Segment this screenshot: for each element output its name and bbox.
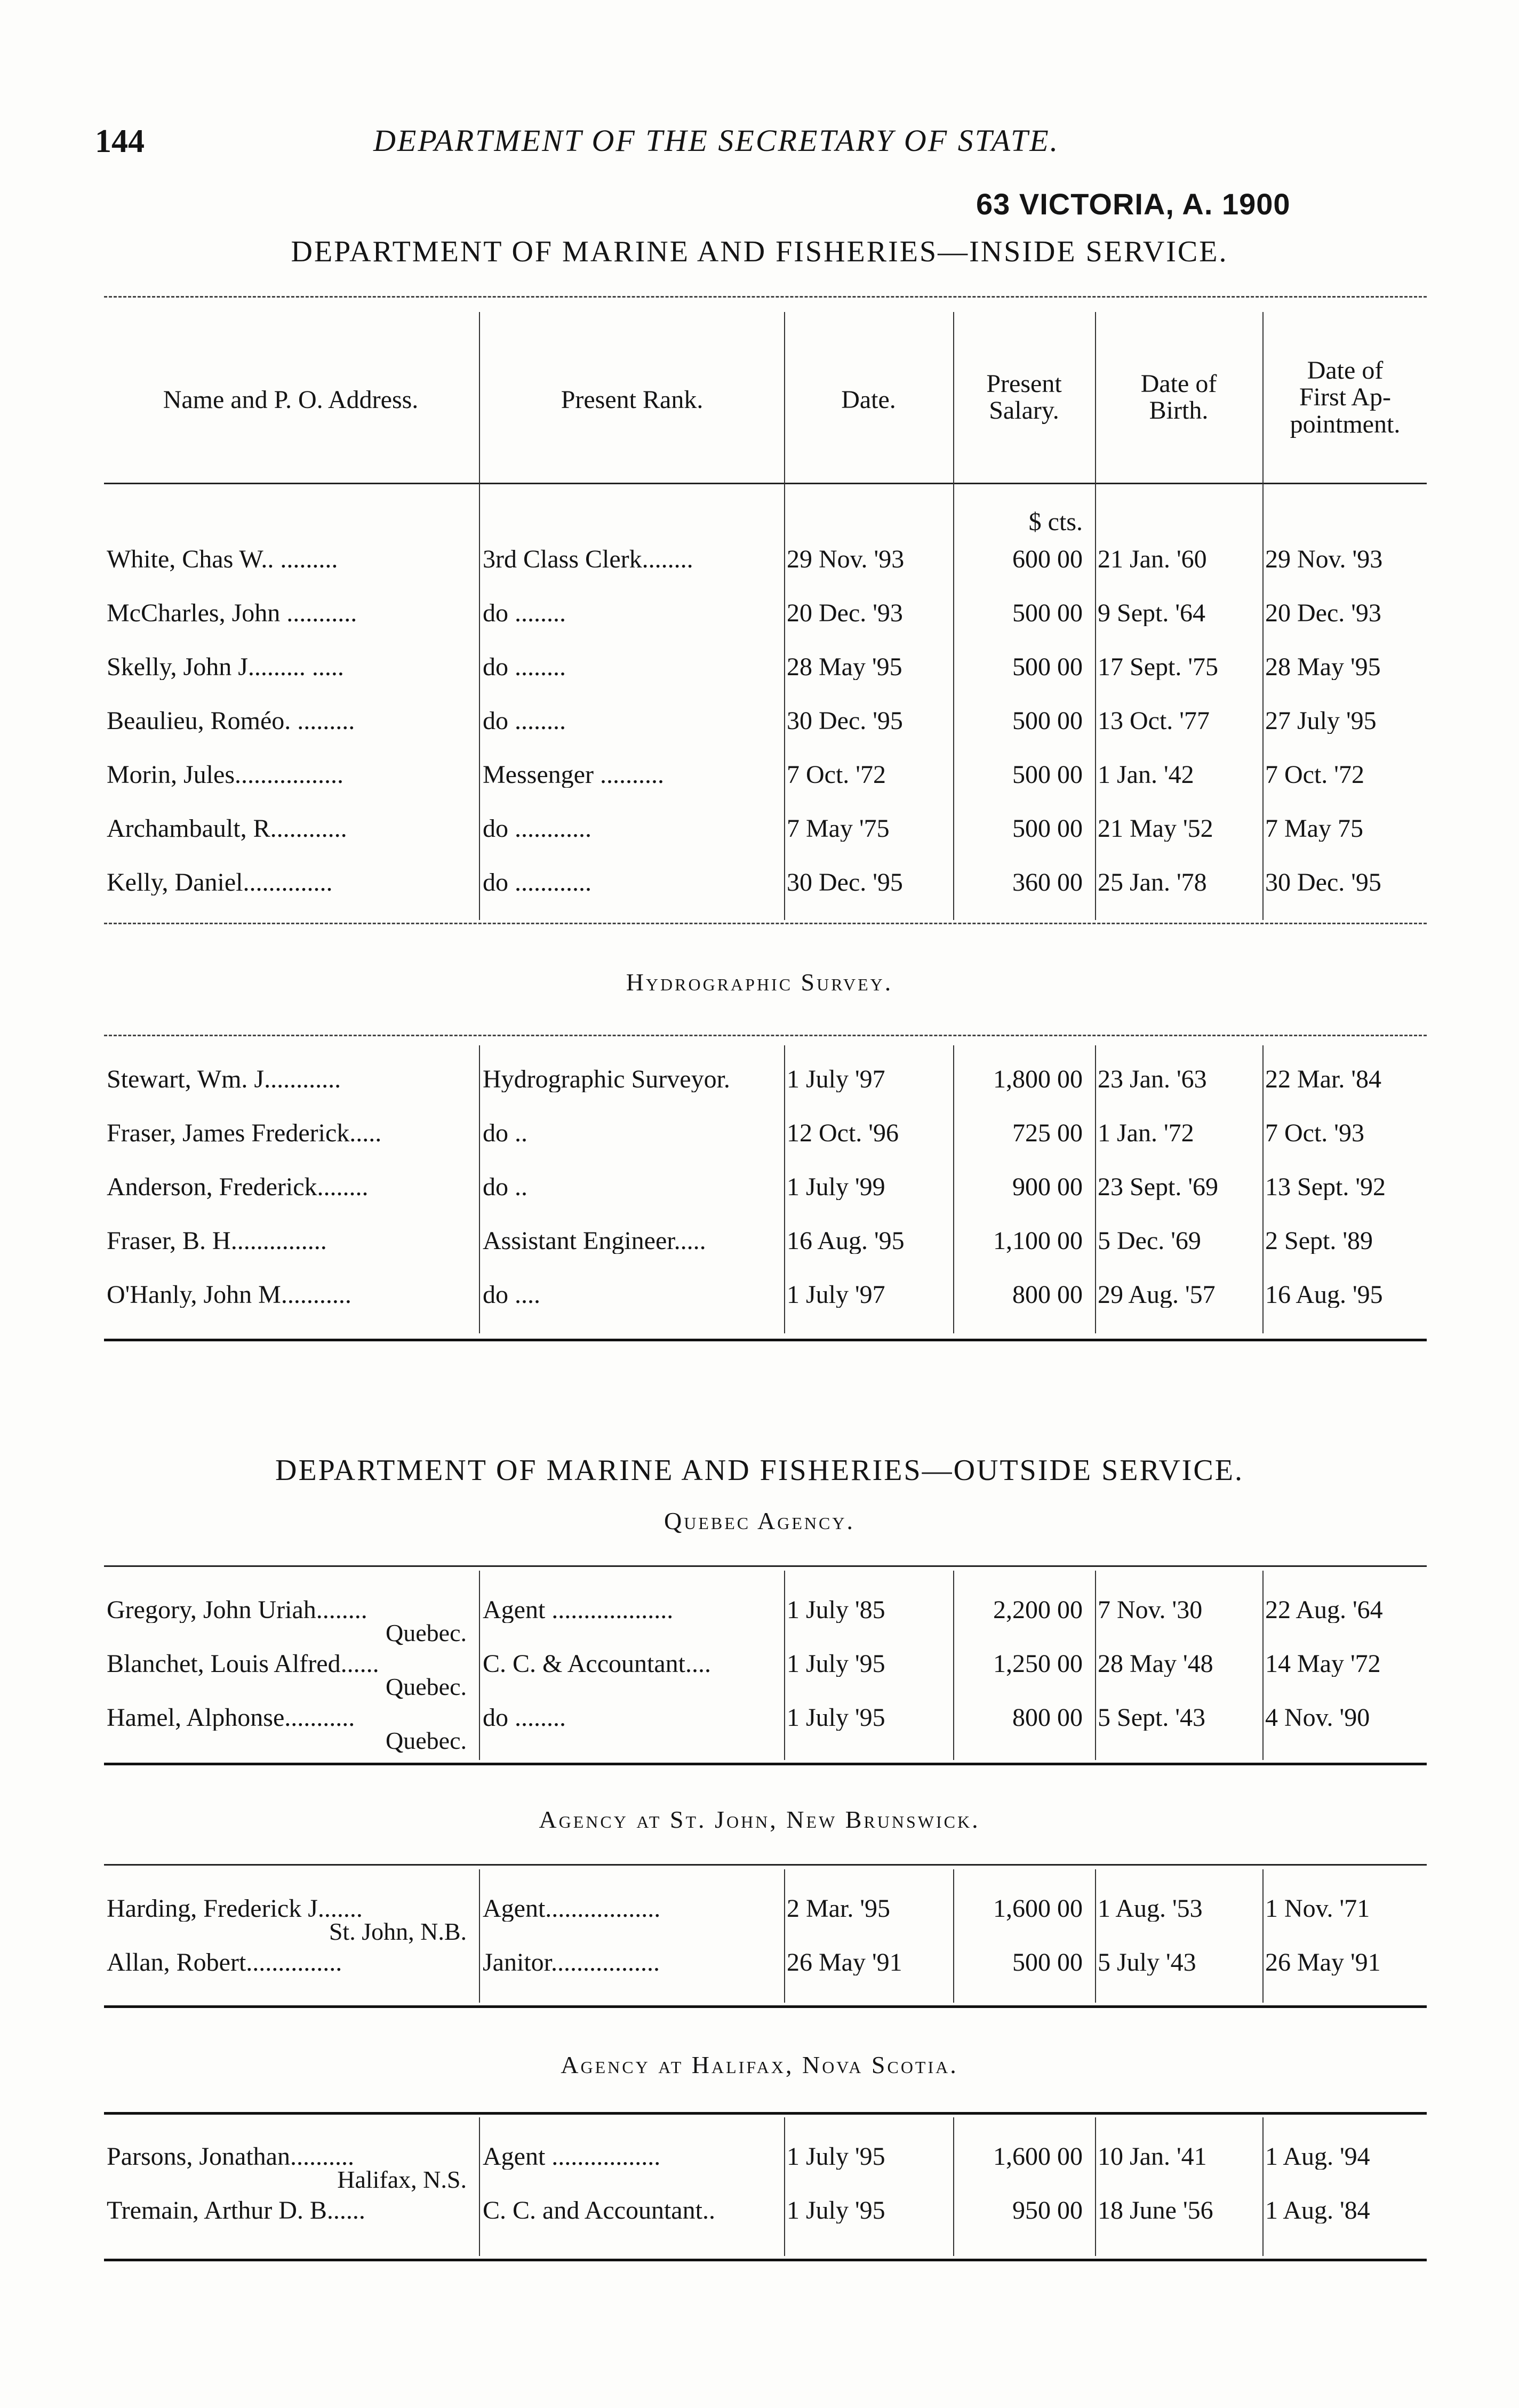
hydro-title: Hydrographic Survey.	[626, 969, 893, 996]
inside-row-5-appointment: 7 May 75	[1265, 816, 1363, 842]
hydro-row-3-salary: 1,100 00	[993, 1228, 1083, 1254]
quebec-col-sep-5	[1262, 1571, 1264, 1760]
inside-row-1-salary: 500 00	[1012, 601, 1083, 626]
inside-row-5-rank: do ............	[483, 816, 591, 842]
inside-row-6-date: 30 Dec. '95	[787, 870, 903, 895]
stjohn-row-0-name: Harding, Frederick J.......	[107, 1896, 363, 1922]
quebec-row-1-appointment: 14 May '72	[1265, 1651, 1381, 1677]
inside-service-title: DEPARTMENT OF MARINE AND FISHERIES—INSIDE SERVICE.	[291, 235, 1228, 268]
hydro-row-0-salary: 1,800 00	[993, 1067, 1083, 1092]
quebec-row-2-appointment: 4 Nov. '90	[1265, 1705, 1370, 1731]
hydro-row-1-salary: 725 00	[1012, 1121, 1083, 1146]
hydro-row-4-appointment: 16 Aug. '95	[1265, 1282, 1383, 1308]
inside-row-4-birth: 1 Jan. '42	[1098, 762, 1194, 788]
hydro-row-3-birth: 5 Dec. '69	[1098, 1228, 1201, 1254]
halifax-bottom-rule	[104, 2259, 1427, 2261]
halifax-top-rule	[104, 2112, 1427, 2115]
inside-row-5-name: Archambault, R............	[107, 816, 347, 842]
inside-row-2-appointment: 28 May '95	[1265, 654, 1381, 680]
quebec-row-1-date: 1 July '95	[787, 1651, 885, 1677]
inside-row-6-rank: do ............	[483, 870, 591, 895]
header-salary-line-2: Salary.	[989, 396, 1059, 425]
quebec-row-2-salary: 800 00	[1012, 1705, 1083, 1731]
quebec-row-1-birth: 28 May '48	[1098, 1651, 1213, 1677]
stjohn-row-1-rank: Janitor.................	[483, 1950, 660, 1975]
inside-row-0-salary: 600 00	[1012, 547, 1083, 572]
inside-row-3-salary: 500 00	[1012, 708, 1083, 734]
quebec-row-0-name: Gregory, John Uriah........	[107, 1597, 367, 1623]
inside-row-0-birth: 21 Jan. '60	[1098, 547, 1207, 572]
inside-row-5-birth: 21 May '52	[1098, 816, 1213, 842]
halifax-col-sep-4	[1095, 2117, 1096, 2256]
inside-row-2-rank: do ........	[483, 654, 566, 680]
inside-row-3-birth: 13 Oct. '77	[1098, 708, 1210, 734]
quebec-row-2-date: 1 July '95	[787, 1705, 885, 1731]
stjohn-row-1-salary: 500 00	[1012, 1950, 1083, 1975]
running-head: DEPARTMENT OF THE SECRETARY OF STATE.	[373, 123, 1060, 158]
hydro-top-rule	[104, 1035, 1427, 1036]
hydro-bottom-rule	[104, 1339, 1427, 1341]
header-appointment-line-3: pointment.	[1290, 410, 1401, 438]
hydro-row-3-date: 16 Aug. '95	[787, 1228, 905, 1254]
stjohn-col-sep-2	[784, 1869, 785, 2003]
hydro-col-sep-3	[953, 1045, 954, 1333]
inside-row-0-appointment: 29 Nov. '93	[1265, 547, 1383, 572]
session-label: 63 VICTORIA, A. 1900	[976, 187, 1291, 221]
stjohn-row-1-date: 26 May '91	[787, 1950, 902, 1975]
quebec-row-2-birth: 5 Sept. '43	[1098, 1705, 1205, 1731]
halifax-row-0-date: 1 July '95	[787, 2144, 885, 2170]
inside-row-6-salary: 360 00	[1012, 870, 1083, 895]
stjohn-col-sep-1	[479, 1869, 480, 2003]
halifax-col-sep-2	[784, 2117, 785, 2256]
halifax-col-sep-5	[1262, 2117, 1264, 2256]
inside-row-2-birth: 17 Sept. '75	[1098, 654, 1218, 680]
halifax-row-1-rank: C. C. and Accountant..	[483, 2198, 715, 2223]
inside-row-6-appointment: 30 Dec. '95	[1265, 870, 1381, 895]
header-rank: Present Rank.	[561, 386, 703, 414]
hydro-row-1-date: 12 Oct. '96	[787, 1121, 899, 1146]
quebec-col-sep-3	[953, 1571, 954, 1760]
header-birth-line-2: Birth.	[1149, 396, 1209, 425]
halifax-row-0-name: Parsons, Jonathan..........	[107, 2144, 354, 2170]
inside-row-1-name: McCharles, John ...........	[107, 601, 357, 626]
inside-row-4-rank: Messenger ..........	[483, 762, 664, 788]
hydro-col-sep-1	[479, 1045, 480, 1333]
hydro-row-0-rank: Hydrographic Surveyor.	[483, 1067, 730, 1092]
stjohn-col-sep-4	[1095, 1869, 1096, 2003]
quebec-row-1-rank: C. C. & Accountant....	[483, 1651, 711, 1677]
halifax-row-1-birth: 18 June '56	[1098, 2198, 1213, 2223]
halifax-row-0-address: Halifax, N.S.	[337, 2166, 467, 2193]
header-appointment-line-1: Date of	[1307, 356, 1384, 385]
inside-row-2-name: Skelly, John J......... .....	[107, 654, 344, 680]
quebec-row-2-rank: do ........	[483, 1705, 566, 1731]
stjohn-row-0-rank: Agent..................	[483, 1896, 661, 1922]
hydro-row-0-appointment: 22 Mar. '84	[1265, 1067, 1381, 1092]
quebec-row-1-salary: 1,250 00	[993, 1651, 1083, 1677]
hydro-row-3-rank: Assistant Engineer.....	[483, 1228, 706, 1254]
hydro-row-4-salary: 800 00	[1012, 1282, 1083, 1308]
quebec-row-0-salary: 2,200 00	[993, 1597, 1083, 1623]
hydro-row-1-birth: 1 Jan. '72	[1098, 1121, 1194, 1146]
hydro-row-0-name: Stewart, Wm. J............	[107, 1067, 341, 1092]
header-salary-line-1: Present	[986, 370, 1062, 398]
stjohn-row-1-name: Allan, Robert...............	[107, 1950, 342, 1975]
stjohn-title: Agency at St. John, New Brunswick.	[539, 1806, 980, 1833]
halifax-col-sep-3	[953, 2117, 954, 2256]
quebec-row-0-rank: Agent ...................	[483, 1597, 674, 1623]
page-number: 144	[95, 123, 145, 159]
halifax-row-1-salary: 950 00	[1012, 2198, 1083, 2223]
hydro-col-sep-5	[1262, 1045, 1264, 1333]
hydro-col-sep-4	[1095, 1045, 1096, 1333]
inside-row-5-salary: 500 00	[1012, 816, 1083, 842]
hydro-row-2-rank: do ..	[483, 1174, 527, 1200]
halifax-title: Agency at Halifax, Nova Scotia.	[561, 2051, 958, 2078]
inside-row-0-rank: 3rd Class Clerk........	[483, 547, 693, 572]
hydro-row-0-birth: 23 Jan. '63	[1098, 1067, 1207, 1092]
quebec-col-sep-1	[479, 1571, 480, 1760]
quebec-row-1-name: Blanchet, Louis Alfred......	[107, 1651, 379, 1677]
inside-row-4-salary: 500 00	[1012, 762, 1083, 788]
stjohn-row-0-address: St. John, N.B.	[329, 1918, 467, 1945]
halifax-row-1-name: Tremain, Arthur D. B......	[107, 2198, 365, 2223]
inside-row-1-appointment: 20 Dec. '93	[1265, 601, 1381, 626]
stjohn-bottom-rule	[104, 2005, 1427, 2008]
inside-row-3-rank: do ........	[483, 708, 566, 734]
stjohn-row-0-appointment: 1 Nov. '71	[1265, 1896, 1370, 1922]
currency-label: $ cts.	[1028, 508, 1083, 536]
header-birth-line-1: Date of	[1140, 370, 1217, 398]
stjohn-row-0-salary: 1,600 00	[993, 1896, 1083, 1922]
hydro-row-2-birth: 23 Sept. '69	[1098, 1174, 1218, 1200]
header-appointment-line-2: First Ap-	[1299, 383, 1392, 412]
inside-row-3-name: Beaulieu, Roméo. .........	[107, 708, 355, 734]
inside-row-4-name: Morin, Jules.................	[107, 762, 343, 788]
quebec-bottom-rule	[104, 1763, 1427, 1765]
outside-service-title: DEPARTMENT OF MARINE AND FISHERIES—OUTSIDE SERVICE.	[275, 1454, 1244, 1487]
header-salary	[953, 371, 1095, 425]
header-top-rule	[104, 296, 1427, 298]
inside-bottom-rule	[104, 923, 1427, 924]
quebec-row-0-appointment: 22 Aug. '64	[1265, 1597, 1383, 1623]
halifax-row-0-salary: 1,600 00	[993, 2144, 1083, 2170]
inside-row-6-birth: 25 Jan. '78	[1098, 870, 1207, 895]
header-appointment	[1262, 357, 1428, 438]
stjohn-row-0-birth: 1 Aug. '53	[1098, 1896, 1203, 1922]
quebec-top-rule	[104, 1565, 1427, 1567]
quebec-row-0-birth: 7 Nov. '30	[1098, 1597, 1203, 1623]
quebec-col-sep-4	[1095, 1571, 1096, 1760]
inside-row-5-date: 7 May '75	[787, 816, 890, 842]
hydro-row-4-rank: do ....	[483, 1282, 540, 1308]
header-bottom-rule	[104, 483, 1427, 484]
hydro-row-1-name: Fraser, James Frederick.....	[107, 1121, 382, 1146]
hydro-row-4-date: 1 July '97	[787, 1282, 885, 1308]
inside-row-4-date: 7 Oct. '72	[787, 762, 886, 788]
quebec-row-2-address: Quebec.	[386, 1727, 467, 1754]
inside-row-3-appointment: 27 July '95	[1265, 708, 1377, 734]
hydro-row-2-salary: 900 00	[1012, 1174, 1083, 1200]
inside-row-1-rank: do ........	[483, 601, 566, 626]
hydro-row-1-rank: do ..	[483, 1121, 527, 1146]
hydro-row-2-date: 1 July '99	[787, 1174, 885, 1200]
hydro-row-1-appointment: 7 Oct. '93	[1265, 1121, 1364, 1146]
stjohn-row-1-birth: 5 July '43	[1098, 1950, 1196, 1975]
inside-row-2-date: 28 May '95	[787, 654, 902, 680]
hydro-row-0-date: 1 July '97	[787, 1067, 885, 1092]
stjohn-col-sep-5	[1262, 1869, 1264, 2003]
inside-row-2-salary: 500 00	[1012, 654, 1083, 680]
stjohn-row-1-appointment: 26 May '91	[1265, 1950, 1381, 1975]
stjohn-col-sep-3	[953, 1869, 954, 2003]
quebec-row-1-address: Quebec.	[386, 1673, 467, 1700]
stjohn-top-rule	[104, 1864, 1427, 1866]
hydro-row-4-name: O'Hanly, John M...........	[107, 1282, 351, 1308]
quebec-row-0-date: 1 July '85	[787, 1597, 885, 1623]
inside-row-1-birth: 9 Sept. '64	[1098, 601, 1205, 626]
header-date: Date.	[841, 386, 896, 414]
hydro-row-3-appointment: 2 Sept. '89	[1265, 1228, 1373, 1254]
hydro-row-4-birth: 29 Aug. '57	[1098, 1282, 1216, 1308]
halifax-row-1-appointment: 1 Aug. '84	[1265, 2198, 1370, 2223]
hydro-row-2-appointment: 13 Sept. '92	[1265, 1174, 1386, 1200]
header-birth	[1095, 371, 1262, 425]
halifax-row-1-date: 1 July '95	[787, 2198, 885, 2223]
quebec-col-sep-2	[784, 1571, 785, 1760]
quebec-title: Quebec Agency.	[663, 1507, 855, 1534]
inside-row-0-name: White, Chas W.. .........	[107, 547, 338, 572]
inside-row-3-date: 30 Dec. '95	[787, 708, 903, 734]
hydro-row-3-name: Fraser, B. H...............	[107, 1228, 327, 1254]
halifax-row-0-appointment: 1 Aug. '94	[1265, 2144, 1370, 2170]
quebec-row-2-name: Hamel, Alphonse...........	[107, 1705, 355, 1731]
stjohn-row-0-date: 2 Mar. '95	[787, 1896, 890, 1922]
inside-row-0-date: 29 Nov. '93	[787, 547, 905, 572]
quebec-row-0-address: Quebec.	[386, 1619, 467, 1646]
halifax-row-0-rank: Agent .................	[483, 2144, 661, 2170]
header-name: Name and P. O. Address.	[163, 386, 419, 414]
halifax-col-sep-1	[479, 2117, 480, 2256]
halifax-row-0-birth: 10 Jan. '41	[1098, 2144, 1207, 2170]
inside-row-1-date: 20 Dec. '93	[787, 601, 903, 626]
inside-row-6-name: Kelly, Daniel..............	[107, 870, 333, 895]
hydro-row-2-name: Anderson, Frederick........	[107, 1174, 369, 1200]
hydro-col-sep-2	[784, 1045, 785, 1333]
inside-row-4-appointment: 7 Oct. '72	[1265, 762, 1364, 788]
